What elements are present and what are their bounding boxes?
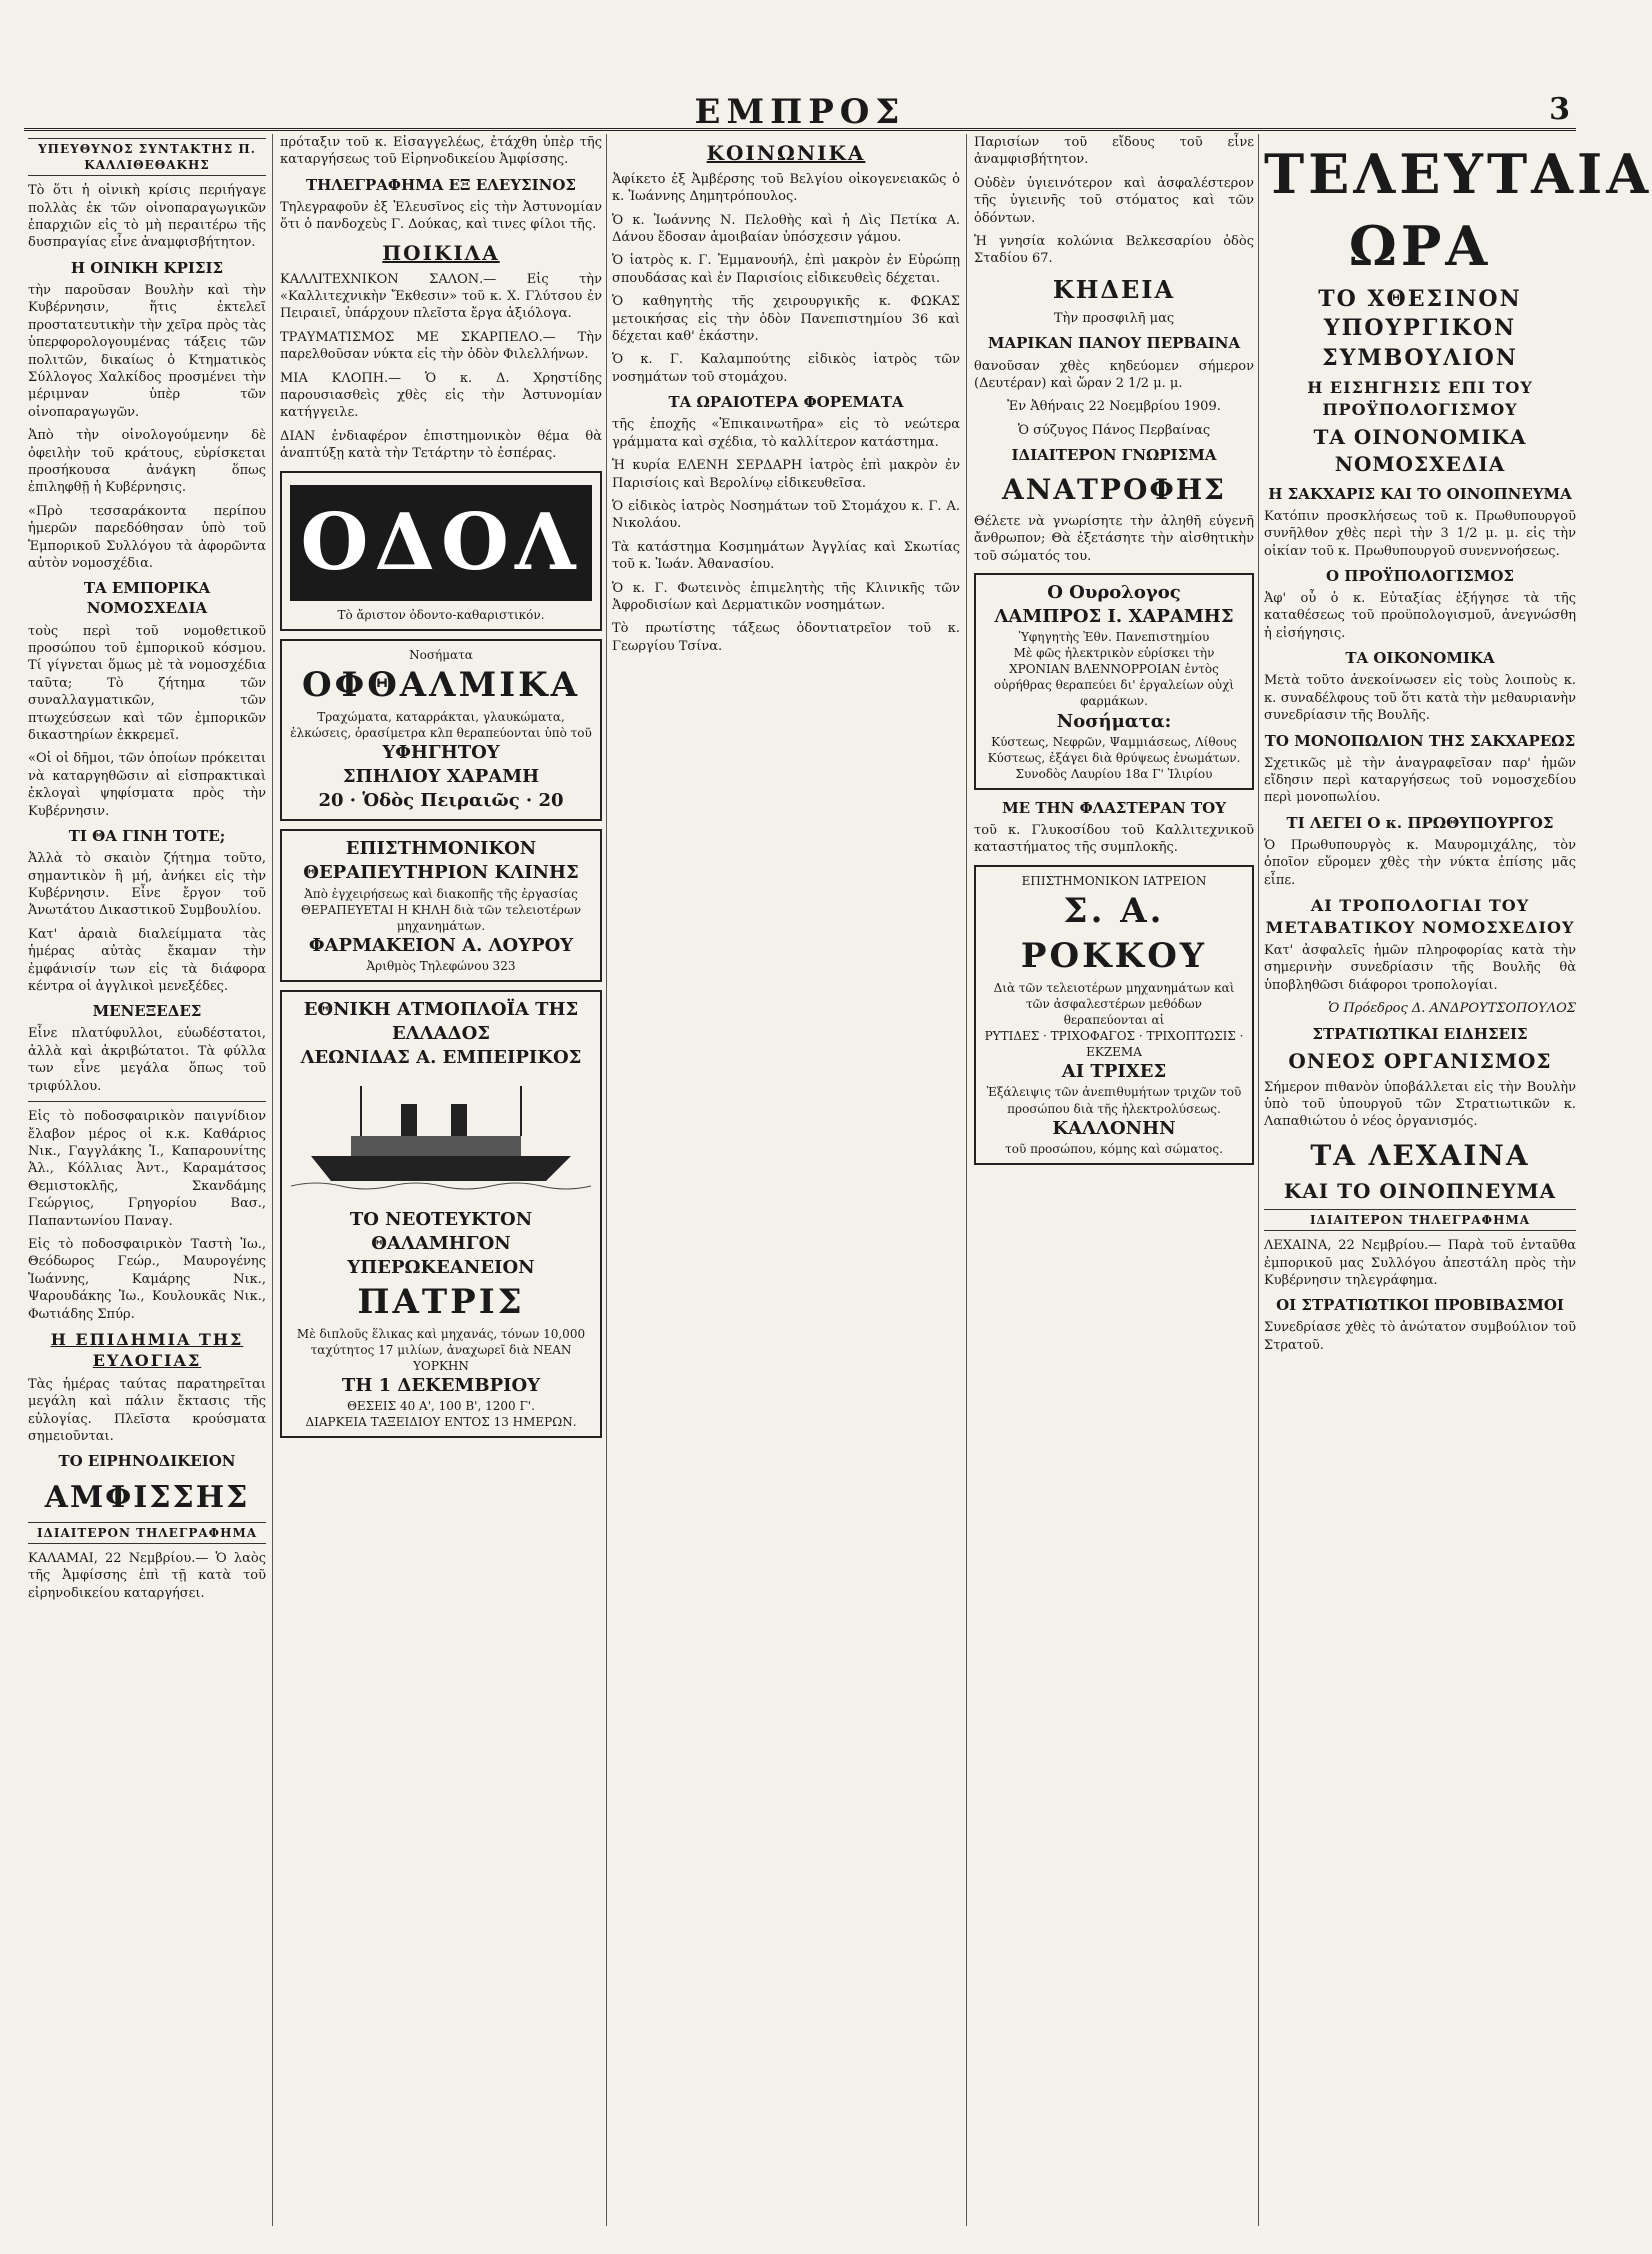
article-text: «Πρὸ τεσσαράκοντα περίπου ἡμερῶν παρεδόθησαν ὑπὸ τοῦ Ἐμπορικοῦ Συλλόγου τὰ ἀφορῶντα αὐτὸν νομοσχέδια. bbox=[28, 503, 266, 571]
article-text: Ἡ κυρία ΕΛΕΝΗ ΣΕΡΔΑΡΗ ἰατρὸς ἐπὶ μακρὸν ἐν Παρισίοις καὶ Βερολίνῳ εἰδικευθεῖσα. bbox=[612, 458, 960, 491]
ad-text: ΡΥΤΙΔΕΣ · ΤΡΙΧΟΦΑΓΟΣ · ΤΡΙΧΟΠΤΩΣΙΣ · ΕΚΖΕΜΑ bbox=[984, 1029, 1244, 1060]
article-text: τῆς ἐποχῆς «Ἐπικαινωτῆρα» εἰς τὸ νεώτερα γράμματα καὶ σχέδια, τὸ καλλίτερον κατάστημα. bbox=[612, 417, 960, 450]
funeral-text: Τὴν προσφιλῆ μας bbox=[1053, 311, 1175, 326]
ad-text: Νοσήματα: bbox=[1056, 710, 1172, 732]
section-keyword: ΤΙ ΘΑ ΓΙΝΗ ΤΟΤΕ; bbox=[68, 827, 226, 846]
article-text: πρόταξιν τοῦ κ. Εἰσαγγελέως, ἐτάχθη ὑπὲρ τῆς καταργήσεως τοῦ Εἰρηνοδικείου Ἀμφίσσης. bbox=[280, 135, 602, 168]
ship-hull bbox=[311, 1156, 571, 1181]
article-text: «Οἱ οἱ δῆμοι, τῶν ὁποίων πρόκειται νὰ καταργηθῶσιν αἱ εἰσπρακτικαὶ ἐκλογαὶ ψηφίσματα πρὸς τὴν Κυβέρνησιν. bbox=[28, 751, 266, 819]
ad-text: Νοσήματα bbox=[409, 648, 473, 663]
masthead bbox=[24, 92, 1576, 131]
ad-text: Τραχώματα, καταρράκται, γλαυκώματα, ἐλκώσεις, ὁρασίμετρα κλπ θεραπεύονται ὑπὸ τοῦ bbox=[290, 709, 592, 740]
ad-text: Κύστεως, Νεφρῶν, Ψαμμιάσεως, Λίθους Κύστεως, ἐξάγει διὰ θρύψεως ἐνωμάτων. bbox=[987, 734, 1241, 765]
headline: ΤΟ ΧΘΕΣΙΝΟΝ ΥΠΟΥΡΓΙΚΟΝ ΣΥΜΒΟΥΛΙΟΝ bbox=[1318, 285, 1522, 371]
article-text: ΛΕΧΑΙΝΑ, 22 Νεμβρίου.— Παρὰ τοῦ ἐνταῦθα ἐμπορικοῦ μας Συλλόγου ἀπεστάλη πρὸς τὴν Κυβέρνησιν τηλεγράφημα. bbox=[1264, 1238, 1576, 1288]
article-text: ΤΡΑΥΜΑΤΙΣΜΟΣ ΜΕ ΣΚΑΡΠΕΛΟ.— Τὴν παρελθοῦσαν νύκτα εἰς τὴν ὁδὸν Φιλελλήνων. bbox=[280, 329, 602, 363]
article-text: Εἰς τὸ ποδοσφαιρικὸν Ταστὴ Ἰω., Θεόδωρος Γεώρ., Μαυρογένης Ἰωάννης, Καμάρης Νικ., Ψαρουδάκης Ἰω., Κουλουκᾶς Νικ., Φωτιάδης Σπύρ. bbox=[28, 1236, 266, 1322]
article-text: Ἀφ' οὗ ὁ κ. Εὐταξίας ἐξήγησε τὰ τῆς καταθέσεως τοῦ προϋπολογισμοῦ, ἀνεγνώσθη ἡ εἰσήγησις. bbox=[1264, 591, 1576, 641]
advertisement-ophthalmic bbox=[280, 639, 602, 821]
ad-text: Διὰ τῶν τελειοτέρων μηχανημάτων καὶ τῶν ἀσφαλεστέρων μεθόδων θεραπεύονται αἱ bbox=[993, 980, 1235, 1028]
article-text: τοῦ κ. Γλυκοσίδου τοῦ Καλλιτεχνικοῦ καταστήματος τῆς συμπλοκῆς. bbox=[974, 823, 1254, 856]
article-text: Τὸ ὅτι ἡ οἰνικὴ κρίσις περιήγαγε πολλὰς ἐκ τῶν οἰνοπαραγωγικῶν ἐπαρχιῶν εἰς τὸ μὴ περαιτέρω τῆς δυσπραγίας εἶνε ἀναμφισβήτητον. bbox=[28, 183, 266, 251]
ad-text: ΛΕΩΝΙΔΑΣ Α. ΕΜΠΕΙΡΙΚΟΣ bbox=[300, 1047, 582, 1069]
headline: Η ΣΑΚΧΑΡΙΣ ΚΑΙ ΤΟ ΟΙΝΟΠΝΕΥΜΑ bbox=[1268, 484, 1572, 503]
section-heading: ΚΗΔΕΙΑ bbox=[1052, 274, 1176, 304]
section-heading: ΚΑΙ ΤΟ ΟΙΝΟΠΝΕΥΜΑ bbox=[1283, 1179, 1557, 1204]
ad-text: ΔΙΑΡΚΕΙΑ ΤΑΞΕΙΔΙΟΥ ΕΝΤΟΣ 13 ΗΜΕΡΩΝ. bbox=[305, 1414, 577, 1429]
editor-line: ΥΠΕΥΘΥΝΟΣ ΣΥΝΤΑΚΤΗΣ Π. ΚΑΛΛΙΘΕΘΑΚΗΣ bbox=[28, 138, 266, 176]
article-text: Ὁ ἰατρὸς κ. Γ. Ἐμμανουήλ, ἐπὶ μακρὸν ἐν Εὐρώπῃ σπουδάσας καὶ ἐν Παρισίοις εἰδικευθεὶς δέχεται. bbox=[612, 253, 960, 286]
article-text: Ἀλλὰ τὸ σκαιὸν ζήτημα τοῦτο, σημαντικὸν ἢ μή, ἀνήκει εἰς τὴν Κυβέρνησιν. Εἶνε ἔργον τοῦ Ἀνωτάτου Δικαστικοῦ Συμβουλίου. bbox=[28, 851, 266, 919]
ad-text: Ἀριθμὸς Τηλεφώνου 323 bbox=[366, 958, 516, 973]
funeral-text: θανοῦσαν χθὲς κηδεύομεν σήμερον (Δευτέραν) καὶ ὥραν 2 1/2 μ. μ. bbox=[974, 358, 1254, 391]
ad-heading: ΑΙ ΤΡΙΧΕΣ bbox=[1061, 1061, 1167, 1083]
ad-text: Μὲ φῶς ἠλεκτρικὸν εὑρίσκει τὴν ΧΡΟΝΙΑΝ ΒΛΕΝΝΟΡΡΟΙΑΝ ἐντὸς οὐρήθρας θεραπεύει δι' ἐργαλείων οὐχὶ φαρμάκων. bbox=[993, 646, 1235, 709]
ad-text: ΘΕΣΕΙΣ 40 Α', 100 Β', 1200 Γ'. bbox=[347, 1398, 535, 1413]
article-text: Εἰς τὸ ποδοσφαιρικὸν παιγνίδιον ἔλαβον μέρος οἱ κ.κ. Καθάριος Νικ., Γαγγλάκης Ἰ., Καπαρουνίτης Ἀλ., Κόλλιας Ἀντ., Καραμάτσος Θεμιστοκλῆς, Σκανδάμης Γεώργιος, Γρηγορίου Βασ., Παπαντωνίου Παναγ. bbox=[28, 1109, 266, 1229]
article-text: Μετὰ τοῦτο ἀνεκοίνωσεν εἰς τοὺς λοιποὺς κ. κ. συναδέλφους τοῦ ὅτι κατὰ τὴν μεθαυριανὴν συνεδρίασιν τῆς Βουλῆς. bbox=[1264, 673, 1576, 724]
article-text: Τηλεγραφοῦν ἐξ Ἐλευσῖνος εἰς τὴν Ἀστυνομίαν ὅτι ὁ πανδοχεὺς Γ. Δούκας, καὶ τινες φίλοι τῆς. bbox=[280, 199, 602, 233]
article-text: Κατόπιν προσκλήσεως τοῦ κ. Πρωθυπουργοῦ συνῆλθον χθὲς περὶ τὴν 3 1/2 μ. μ. εἰς τὴν οἰκίαν τοῦ κ. Πρωθυπουργοῦ συνεννοήσεως. bbox=[1264, 508, 1576, 559]
article-text: Ὁ κ. Γ. Καλαμπούτης εἰδικὸς ἰατρὸς τῶν νοσημάτων τοῦ στομάχου. bbox=[612, 352, 960, 385]
column-1 bbox=[28, 134, 266, 2226]
article-text: Σχετικῶς μὲ τὴν ἀναγραφεῖσαν παρ' ἡμῶν εἴδησιν περὶ καταργήσεως τοῦ νομοσχεδίου περὶ μονοπωλίου. bbox=[1264, 755, 1576, 806]
ad-heading: ΦΑΡΜΑΚΕΙΟΝ Α. ΛΟΥΡΟΥ bbox=[308, 934, 574, 956]
divider bbox=[28, 1101, 266, 1102]
article-text: Τὸ πρωτίστης τάξεως ὀδοντιατρεῖον τοῦ κ. Γεωργίου Τσίνα. bbox=[612, 621, 960, 654]
column-rule bbox=[1258, 134, 1259, 2226]
ad-name: Σ. Α. ΡΟΚΚΟΥ bbox=[1020, 890, 1208, 977]
article-text: Συνεδρίασε χθὲς τὸ ἀνώτατον συμβούλιον τοῦ Στρατοῦ. bbox=[1264, 1320, 1576, 1353]
section-keyword: Η ΟΙΝΙΚΗ ΚΡΙΣΙΣ bbox=[70, 258, 224, 277]
ad-text: ΕΠΙΣΤΗΜΟΝΙΚΟΝ ΙΑΤΡΕΙΟΝ bbox=[1021, 873, 1207, 888]
article-text: Οὐδὲν ὑγιεινότερον καὶ ἀσφαλέστερον τῆς ὑγιεινῆς τοῦ στόματος καὶ τῶν ὀδόντων. bbox=[974, 175, 1254, 226]
article-text: ΜΙΑ ΚΛΟΠΗ.— Ὁ κ. Δ. Χρηστίδης παρουσιασθεὶς χθὲς εἰς τὴν Ἀστυνομίαν κατήγγειλε. bbox=[280, 370, 602, 421]
advertisement-rokkou bbox=[974, 865, 1254, 1165]
article-text: ΔΙΑΝ ἐνδιαφέρον ἐπιστημονικὸν θέμα θὰ ἀναπτύξῃ κατὰ τὴν Τετάρτην τὸ ἑσπέρας. bbox=[280, 428, 602, 462]
ship-funnel bbox=[401, 1104, 417, 1136]
headline: Η ΕΙΣΗΓΗΣΙΣ ΕΠΙ ΤΟΥ ΠΡΟΫΠΟΛΟΓΙΣΜΟΥ bbox=[1307, 378, 1533, 419]
section-heading: ΠΟΙΚΙΛΑ bbox=[382, 240, 500, 265]
section-heading: ΟΙ ΣΤΡΑΤΙΩΤΙΚΟΙ ΠΡΟΒΙΒΑΣΜΟΙ bbox=[1276, 1296, 1564, 1315]
advertisement-clinic bbox=[280, 829, 602, 982]
headline: ΤΕΛΕΥΤΑΙΑ ΩΡΑ bbox=[1264, 142, 1652, 279]
article-text: Ὁ κ. Γ. Φωτεινὸς ἐπιμελητὴς τῆς Κλινικῆς τῶν Ἀφροδισίων καὶ Δερματικῶν νοσημάτων. bbox=[612, 580, 960, 614]
column-rule bbox=[606, 134, 607, 2226]
page-number: 3 bbox=[1549, 92, 1570, 127]
ad-text: Ἀπὸ ἐγχειρήσεως καὶ διακοπῆς τῆς ἐργασίας ΘΕΡΑΠΕΥΕΤΑΙ Η ΚΗΛΗ διὰ τῶν τελειοτέρων μηχανημάτων. bbox=[300, 886, 582, 933]
ad-text: Ἐξάλειψις τῶν ἀνεπιθυμήτων τριχῶν τοῦ προσώπου διὰ τῆς ἠλεκτρολύσεως. bbox=[986, 1085, 1242, 1116]
section-heading: ΤΗΛΕΓΡΑΦΗΜΑ ΕΞ ΕΛΕΥΣΙΝΟΣ bbox=[305, 175, 577, 194]
section-heading: ΜΕ ΤΗΝ ΦΛΑΣΤΕΡΑΝ ΤΟΥ bbox=[1002, 798, 1226, 817]
article-text: Τὰ κατάστημα Κοσμημάτων Ἀγγλίας καὶ Σκωτίας τοῦ κ. Ἰωάν. Ἀθανασίου. bbox=[612, 539, 960, 573]
article-text: Ὁ καθηγητὴς τῆς χειρουργικῆς κ. ΦΩΚΑΣ μετοικήσας εἰς τὴν ὁδὸν Πανεπιστημίου 36 καὶ δέχεται καθ' ἑκάστην. bbox=[612, 294, 960, 345]
section-heading: ΑΙ ΤΡΟΠΟΛΟΓΙΑΙ ΤΟΥ ΜΕΤΑΒΑΤΙΚΟΥ ΝΟΜΟΣΧΕΔΙΟΥ bbox=[1265, 896, 1575, 937]
section-subheading: ΙΔΙΑΙΤΕΡΟΝ ΤΗΛΕΓΡΑΦΗΜΑ bbox=[1264, 1209, 1576, 1231]
section-heading: ΤΙ ΛΕΓΕΙ Ο κ. ΠΡΩΘΥΠΟΥΡΓΟΣ bbox=[1286, 813, 1554, 832]
ad-heading: ΚΑΛΛΟΝΗΝ bbox=[1052, 1117, 1176, 1139]
section-heading: ΤΑ ΛΕΧΑΙΝΑ bbox=[1310, 1138, 1530, 1172]
ad-name: ΛΑΜΠΡΟΣ Ι. ΧΑΡΑΜΗΣ bbox=[994, 606, 1234, 628]
funeral-date: Ἐν Ἀθήναις 22 Νοεμβρίου 1909. bbox=[1007, 399, 1221, 415]
section-heading: ΤΑ ΩΡΑΙΟΤΕΡΑ ΦΟΡΕΜΑΤΑ bbox=[668, 393, 904, 412]
ad-address: Συνοδὸς Λαυρίου 18α Γ' Ἰλιρίου bbox=[1015, 766, 1213, 781]
steamship-illustration bbox=[290, 1076, 592, 1196]
ad-text: τοῦ προσώπου, κόμης καὶ σώματος. bbox=[1005, 1141, 1223, 1156]
section-subheading: ΙΔΙΑΙΤΕΡΟΝ ΤΗΛΕΓΡΑΦΗΜΑ bbox=[28, 1522, 266, 1544]
section-heading: Ο ΠΡΟΫΠΟΛΟΓΙΣΜΟΣ bbox=[1326, 566, 1514, 585]
ad-date: ΤΗ 1 ΔΕΚΕΜΒΡΙΟΥ bbox=[341, 1374, 541, 1396]
article-text: Παρισίων τοῦ εἴδους τοῦ εἶνε ἀναμφισβήτητον. bbox=[974, 135, 1254, 168]
section-heading: ΑΝΑΤΡΟΦΗΣ bbox=[1002, 473, 1226, 507]
article-text: Ἀφίκετο ἐξ Ἀμβέρσης τοῦ Βελγίου οἰκογενειακῶς ὁ κ. Ἰωάννης Δημητρόπουλος. bbox=[612, 171, 960, 205]
section-heading: Η ΕΠΙΔΗΜΙΑ ΤΗΣ ΕΥΛΟΓΙΑΣ bbox=[50, 1329, 244, 1371]
headline: ΤΑ ΟΙΝΟΝΟΜΙΚΑ ΝΟΜΟΣΧΕΔΙΑ bbox=[1313, 425, 1527, 476]
ad-text: ΤΟ ΝΕΟΤΕΥΚΤΟΝ ΘΑΛΑΜΗΓΟΝ ΥΠΕΡΩΚΕΑΝΕΙΟΝ bbox=[347, 1208, 535, 1278]
ship-deck bbox=[351, 1136, 521, 1156]
ad-text: Ὑφηγητὴς Ἐθν. Πανεπιστημίου bbox=[1018, 630, 1210, 645]
ship-name: ΠΑΤΡΙΣ bbox=[357, 1281, 525, 1322]
article-text: τὴν παροῦσαν Βουλὴν καὶ τὴν Κυβέρνησιν, ἥτις ἐκτελεῖ προστατευτικὴν τὴν χεῖρα πρὸς τὰς ὑπερφορολογουμένας τάξεις τῶν πολιτῶν, δικαίως ὁ Κτηματικὸς Σύλλογος Χαλκίδος προσμένει τὴν μέριμναν ὑπὲρ τῶν οἰνοπαραγωγῶν. bbox=[28, 282, 266, 420]
section-heading: ΙΔΙΑΙΤΕΡΟΝ ΓΝΩΡΙΣΜΑ bbox=[1011, 446, 1217, 465]
column-3 bbox=[612, 134, 960, 2226]
column-5 bbox=[1264, 134, 1652, 2226]
section-heading: ΤΑ ΟΙΚΟΝΟΜΙΚΑ bbox=[1345, 649, 1495, 668]
article-text: Σήμερον πιθανὸν ὑποβάλλεται εἰς τὴν Βουλὴν ὑπὸ τοῦ ὑπουργοῦ τῶν Στρατιωτικῶν κ. Λαπαθιώτου ὁ νέος ὀργανισμός. bbox=[1264, 1079, 1576, 1130]
ad-text: Μὲ διπλοῦς ἕλικας καὶ μηχανάς, τόνων 10,000 ταχύτητος 17 μιλίων, ἀναχωρεῖ διὰ ΝΕΑΝ ΥΟΡΚΗΝ bbox=[296, 1326, 586, 1373]
ad-name: ΣΠΗΛΙΟΥ ΧΑΡΑΜΗ bbox=[342, 766, 540, 788]
article-text: Θέλετε νὰ γνωρίσητε τὴν ἀληθῆ εὐγενῆ ἄνθρωπον; Θὰ ἐξετάσητε τὴν αἰσθητικὴν τοῦ σώματός του. bbox=[974, 513, 1254, 564]
odol-logo: ΟΔΟΛ bbox=[290, 485, 592, 602]
article-text: τοὺς περὶ τοῦ νομοθετικοῦ προσώπου τοῦ ἐμπορικοῦ κόσμου. Τί γίγνεται ὅμως μὲ τὰ νομοσχέδια ταῦτα; Τὸ ζήτημα τῶν συναλλαγματικῶν, τῶν πτωχεύσεων καὶ τῶν ἐμπορικῶν δικαστηρίων ἐκκρεμεῖ. bbox=[28, 623, 266, 743]
article-text: Ὁ κ. Ἰωάννης Ν. Πελοθὴς καὶ ἡ Δὶς Πετίκα Α. Δάνου ἔδοσαν ἀμοιβαίαν ὑπόσχεσιν γάμου. bbox=[612, 212, 960, 246]
newspaper-title: ΕΜΠΡΟΣ bbox=[694, 92, 906, 132]
ad-text: ΥΦΗΓΗΤΟΥ bbox=[382, 741, 500, 763]
sea-waves bbox=[291, 1183, 591, 1189]
article-text: Τὰς ἡμέρας ταύτας παρατηρεῖται μεγάλη καὶ πάλιν ἔκτασις τῆς εὐλογίας. Πλεῖστα κρούσματα σημειοῦνται. bbox=[28, 1376, 266, 1445]
section-heading: ΤΟ ΕΙΡΗΝΟΔΙΚΕΙΟΝ bbox=[58, 1452, 236, 1471]
column-4 bbox=[974, 134, 1254, 2226]
article-text: Κατ' ἀσφαλεῖς ἡμῶν πληροφορίας κατὰ τὴν σημερινὴν συνεδρίασιν τῆς Βουλῆς θὰ ὑποβληθῶσι διάφοροι τροπολογίαι. bbox=[1264, 943, 1576, 993]
ad-heading: ΕΠΙΣΤΗΜΟΝΙΚΟΝ ΘΕΡΑΠΕΥΤΗΡΙΟΝ ΚΛΙΝΗΣ bbox=[303, 838, 579, 884]
section-heading: ΣΤΡΑΤΙΩΤΙΚΑΙ ΕΙΔΗΣΕΙΣ bbox=[1312, 1024, 1528, 1043]
article-text: Κατ' ἀραιὰ διαλείμματα τὰς ἡμέρας αὐτὰς ἔκαμαν τὴν ἐμφάνισίν των εἰς τὰ διάφορα κέντρα οἱ ἀγγλικοὶ μενεξέδες. bbox=[28, 926, 266, 994]
article-text: ΚΑΛΑΜΑΙ, 22 Νεμβρίου.— Ὁ λαὸς τῆς Ἀμφίσσης ἐπὶ τῇ κατὰ τοῦ εἰρηνοδικείου καταργήσει. bbox=[28, 1550, 266, 1601]
ad-heading: Ο Ουρολογος bbox=[1047, 581, 1181, 603]
article-text: Εἶνε πλατύφυλλοι, εὐωδέστατοι, ἀλλὰ καὶ ἀκριβώτατοι. Τὰ φύλλα των εἶνε μεγάλα ὅπως τοῦ τριφύλλου. bbox=[28, 1026, 266, 1094]
article-text: Ἡ γνησία κολώνια Βελκεσαρίου ὁδὸς Σταδίου 67. bbox=[974, 234, 1254, 267]
advertisement-shipping bbox=[280, 990, 602, 1438]
ad-text: Τὸ ἄριστον ὀδοντο-καθαριστικόν. bbox=[337, 608, 545, 623]
funeral-signature: Ὁ σύζυγος Πάνος Περβαίνας bbox=[1017, 422, 1211, 438]
article-text: ΚΑΛΛΙΤΕΧΝΙΚΟΝ ΣΑΛΟΝ.— Εἰς τὴν «Καλλιτεχνικὴν Ἔκθεσιν» τοῦ κ. Χ. Γλύτσου ἐν Πειραιεῖ, ὑπάρχουν πλεῖστα ἔργα ἀξιόλογα. bbox=[280, 271, 602, 322]
column-2 bbox=[280, 134, 602, 2226]
ad-heading: ΕΘΝΙΚΗ ΑΤΜΟΠΛΟΪΑ ΤΗΣ ΕΛΛΑΔΟΣ bbox=[303, 998, 579, 1045]
funeral-name: ΜΑΡΙΚΑΝ ΠΑΝΟΥ ΠΕΡΒΑΙΝΑ bbox=[987, 334, 1241, 353]
advertisement-odol bbox=[280, 471, 602, 632]
section-heading: ΤΟ ΜΟΝΟΠΩΛΙΟΝ ΤΗΣ ΣΑΚΧΑΡΕΩΣ bbox=[1264, 731, 1576, 750]
column-rule bbox=[272, 134, 273, 2226]
article-text: Ὁ Πρωθυπουργὸς κ. Μαυρομιχάλης, τὸν ὁποῖον εὕρομεν χθὲς τὴν νύκτα ἐπίσης μᾶς εἶπε. bbox=[1264, 837, 1576, 888]
article-text: Ὁ εἰδικὸς ἰατρὸς Νοσημάτων τοῦ Στομάχου κ. Γ. Α. Νικολάου. bbox=[612, 498, 960, 532]
section-heading: ΟΝΕΟΣ ΟΡΓΑΝΙΣΜΟΣ bbox=[1288, 1048, 1552, 1073]
article-text: Ἀπὸ τὴν οἰνολογούμενην δὲ ὀφειλὴν τοῦ κράτους, εὑρίσκεται προσήκουσα ἀνάγκη ὅπως ἐπιληφθῇ ἡ Κυβέρνησις. bbox=[28, 428, 266, 496]
signature: Ὁ Πρόεδρος Δ. ΑΝΔΡΟΥΤΣΟΠΟΥΛΟΣ bbox=[1328, 1001, 1576, 1017]
section-keyword: ΤΑ ΕΜΠΟΡΙΚΑ ΝΟΜΟΣΧΕΔΙΑ bbox=[83, 579, 211, 618]
ad-address: 20 · Ὁδὸς Πειραιῶς · 20 bbox=[318, 790, 564, 812]
section-heading: ΚΟΙΝΩΝΙΚΑ bbox=[706, 141, 866, 165]
ad-heading: ΟΦΘΑΛΜΙΚΑ bbox=[301, 665, 581, 706]
column-rule bbox=[966, 134, 967, 2226]
section-keyword: ΜΕΝΕΞΕΔΕΣ bbox=[92, 1002, 202, 1021]
advertisement-urologist bbox=[974, 573, 1254, 790]
ship-funnel bbox=[451, 1104, 467, 1136]
section-heading: ΑΜΦΙΣΣΗΣ bbox=[44, 1479, 250, 1515]
